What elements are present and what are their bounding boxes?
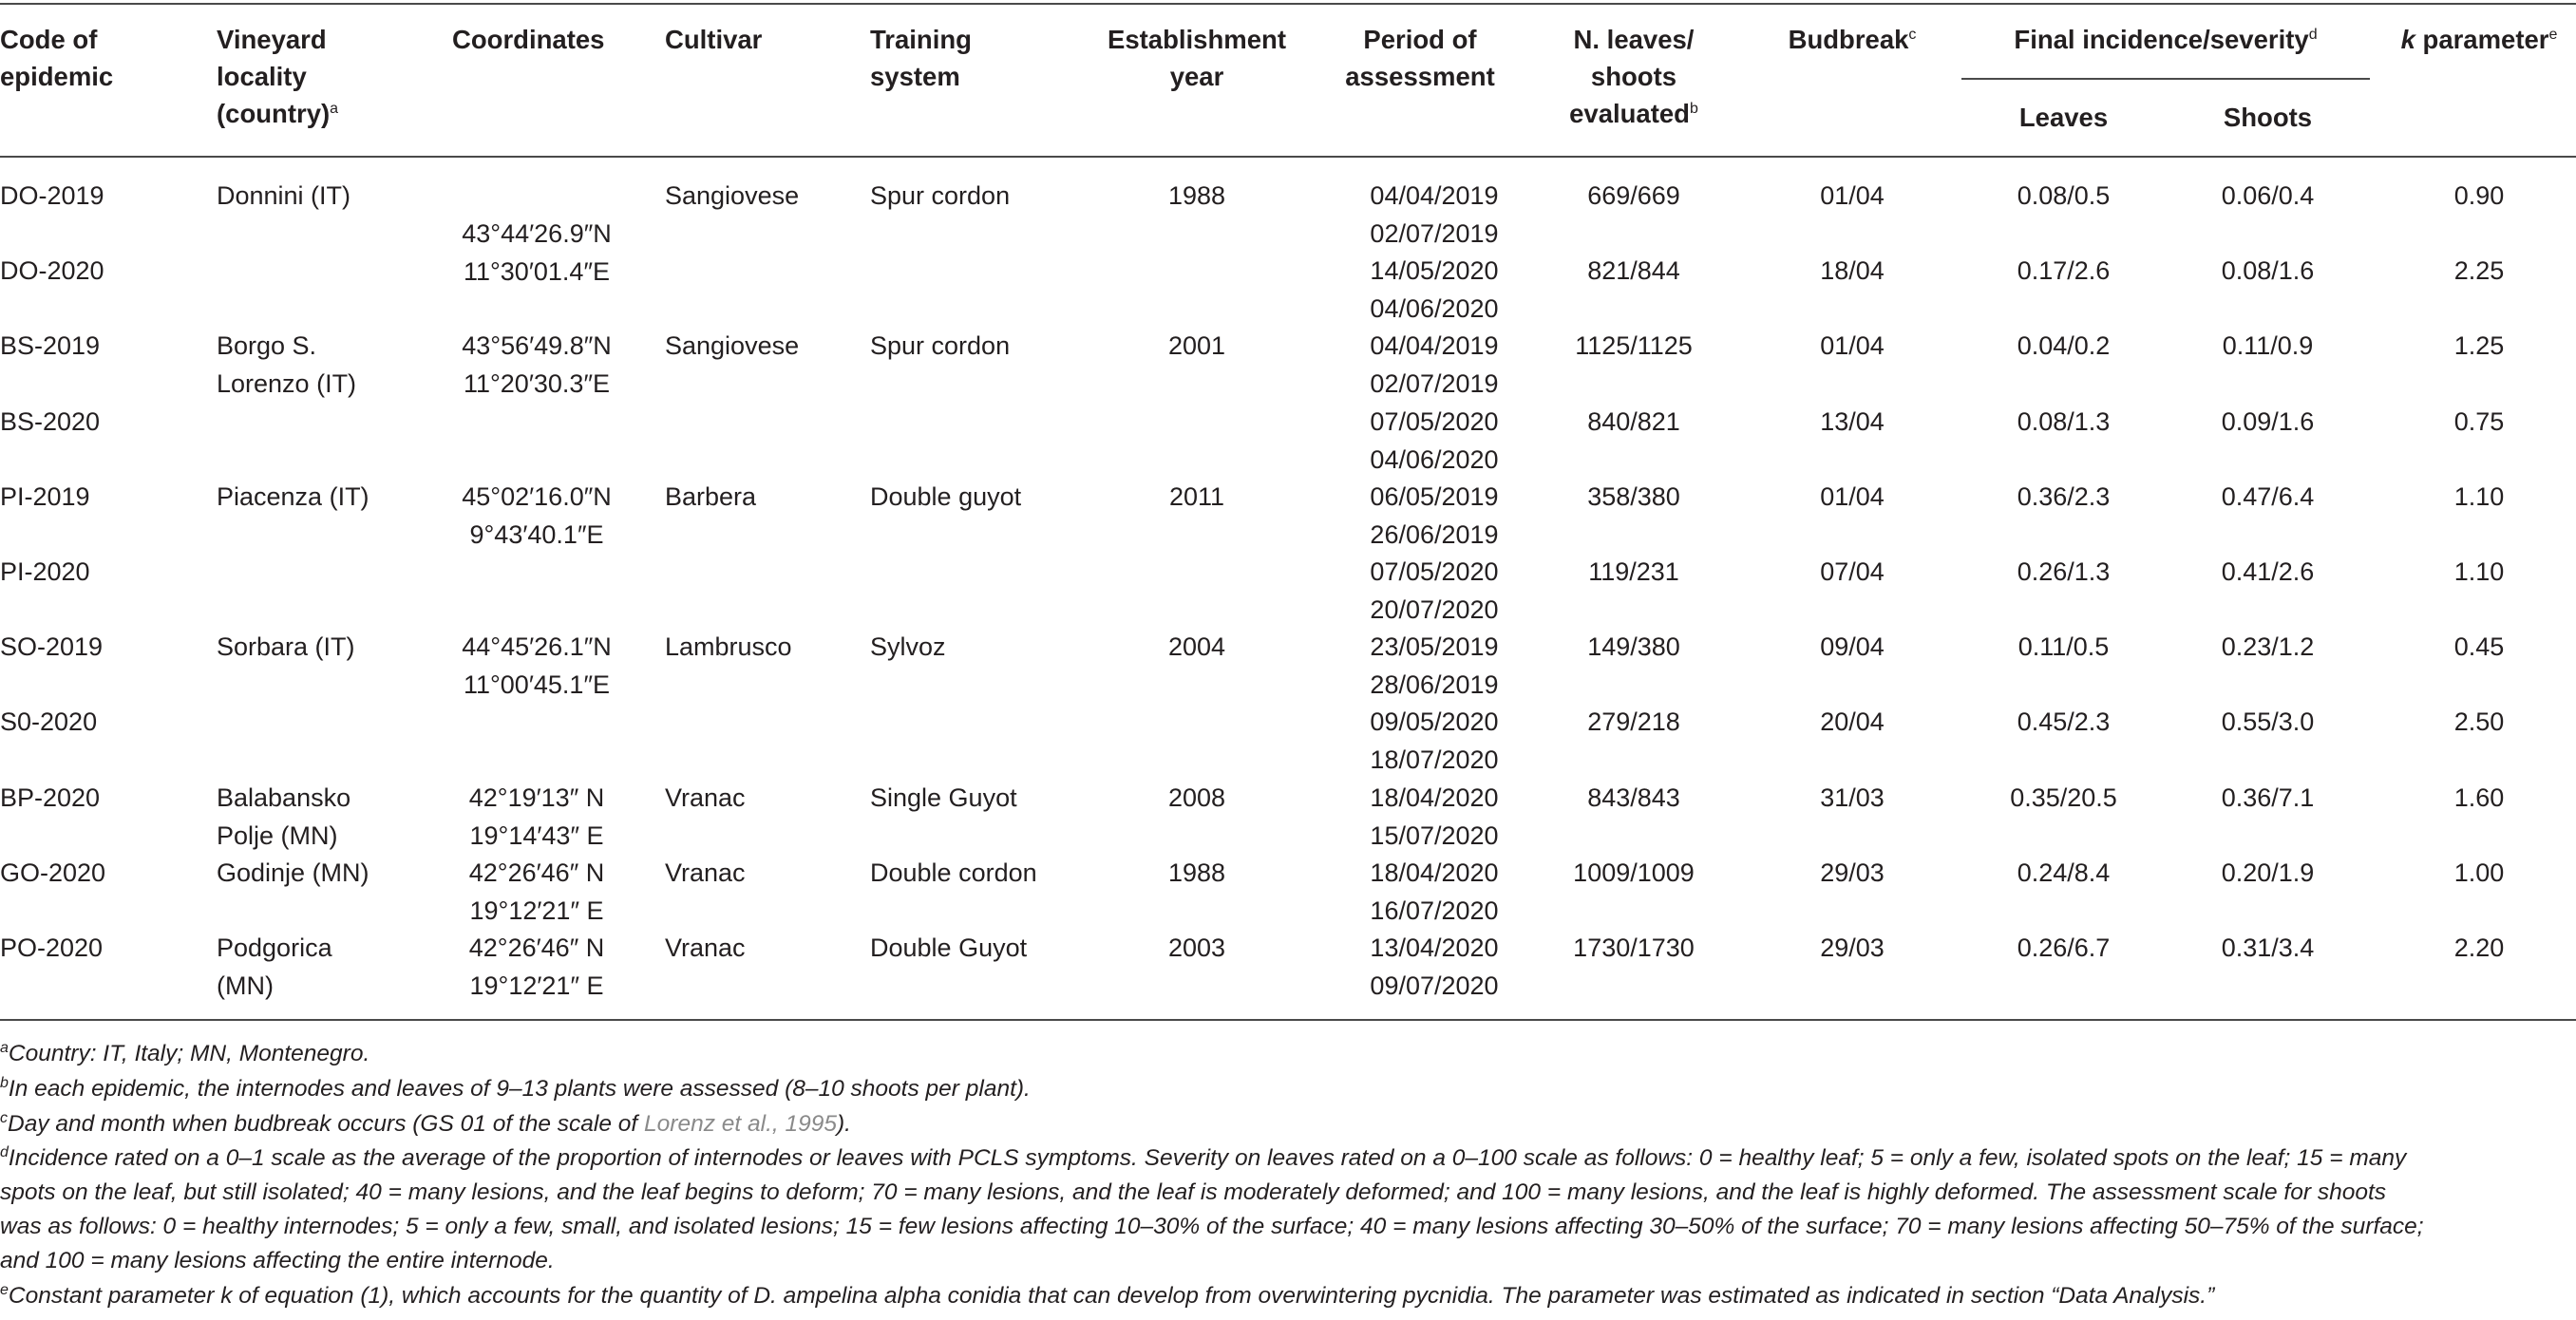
cell-coordinates: 42°26′46″ N bbox=[468, 933, 605, 962]
cell-period-start: 13/04/2020 bbox=[1370, 933, 1499, 962]
cell-coordinates: 45°02′16.0″N bbox=[462, 481, 612, 511]
footnote-e: $^e$Constant parameter k of equation (1), which accounts for the quantity of D. ampelina alpha conidia that can develop from overwintering pycnidia. The parameter was estimated as indicated in section “Data Analysis.” bbox=[0, 1281, 2215, 1309]
cell-cultivar: Vranac bbox=[665, 933, 746, 962]
cell-k: 2.25 bbox=[2453, 256, 2505, 286]
cell-period-end: 16/07/2020 bbox=[1370, 896, 1499, 925]
header-final: Final incidence/severity$^d$ bbox=[2014, 25, 2318, 54]
cell-locality-2: Polje (MN) bbox=[217, 820, 338, 850]
top-rule bbox=[0, 3, 2576, 5]
cell-coordinates: 43°56′49.8″N bbox=[462, 331, 612, 361]
cell-budbreak: 29/03 bbox=[1820, 933, 1885, 962]
cell-locality: Sorbara (IT) bbox=[217, 632, 355, 662]
header-n-leaves: N. leaves/ shoots evaluated$^b$ bbox=[1569, 25, 1698, 128]
header-code: Code of epidemic bbox=[0, 25, 114, 91]
footnote-d-line2: spots on the leaf, but still isolated; 40 = many lesions, and the leaf begins to deform; 70 = many lesions, and the leaf is moderately deformed; and 100 = many lesions, and the leaf is highly deformed. The assessment scale for shoots bbox=[0, 1179, 2387, 1205]
cell-shoots: 0.06/0.4 bbox=[2221, 181, 2315, 210]
cell-k: 0.90 bbox=[2453, 181, 2505, 210]
cell-leaves: 0.35/20.5 bbox=[2010, 783, 2117, 812]
cell-cultivar: Sangiovese bbox=[665, 331, 800, 361]
cell-leaves: 0.04/0.2 bbox=[2017, 331, 2111, 361]
cell-coordinates-2: 19°12′21″ E bbox=[469, 896, 604, 925]
cell-period-end: 02/07/2019 bbox=[1370, 369, 1499, 399]
cell-coordinates: 42°26′46″ N bbox=[468, 858, 605, 887]
cell-locality-2: Lorenzo (IT) bbox=[217, 369, 357, 399]
cell-shoots: 0.08/1.6 bbox=[2221, 256, 2315, 286]
cell-k: 0.45 bbox=[2453, 632, 2505, 662]
cell-year: 1988 bbox=[1167, 858, 1226, 887]
cell-leaves: 0.24/8.4 bbox=[2017, 858, 2111, 887]
cell-code: GO-2020 bbox=[0, 858, 106, 887]
cell-training: Double Guyot bbox=[870, 933, 1028, 962]
cell-budbreak: 20/04 bbox=[1820, 707, 1885, 737]
reference-link[interactable]: Lorenz et al., 1995 bbox=[644, 1111, 837, 1137]
cell-code: PI-2019 bbox=[0, 481, 90, 511]
cell-year: 2001 bbox=[1167, 331, 1226, 361]
cell-year: 2004 bbox=[1167, 632, 1226, 662]
cell-k: 2.20 bbox=[2453, 933, 2505, 962]
cell-k: 1.00 bbox=[2453, 858, 2505, 887]
cell-period-start: 04/04/2019 bbox=[1370, 331, 1499, 361]
cell-training: Spur cordon bbox=[870, 331, 1011, 361]
cell-year: 1988 bbox=[1167, 181, 1226, 210]
cell-shoots: 0.36/7.1 bbox=[2221, 783, 2315, 812]
cell-period-end: 26/06/2019 bbox=[1370, 519, 1499, 549]
cell-training: Sylvoz bbox=[870, 632, 946, 662]
cell-training: Single Guyot bbox=[870, 783, 1017, 812]
cell-budbreak: 01/04 bbox=[1820, 181, 1885, 210]
header-k: k parameter$^e$ bbox=[2400, 25, 2558, 54]
cell-leaves: 0.36/2.3 bbox=[2017, 481, 2111, 511]
cell-budbreak: 01/04 bbox=[1820, 481, 1885, 511]
cell-k: 2.50 bbox=[2453, 707, 2505, 737]
header-budbreak: Budbreak$^c$ bbox=[1788, 25, 1917, 54]
cell-code: S0-2020 bbox=[0, 707, 98, 737]
cell-code: BS-2020 bbox=[0, 406, 101, 436]
cell-leaves: 0.11/0.5 bbox=[2017, 632, 2110, 662]
cell-period-start: 09/05/2020 bbox=[1370, 707, 1499, 737]
cell-n-evaluated: 279/218 bbox=[1587, 707, 1680, 737]
cell-cultivar: Sangiovese bbox=[665, 181, 800, 210]
cell-budbreak: 13/04 bbox=[1820, 406, 1885, 436]
cell-period-start: 06/05/2019 bbox=[1370, 481, 1499, 511]
cell-shoots: 0.09/1.6 bbox=[2221, 406, 2315, 436]
cell-shoots: 0.31/3.4 bbox=[2221, 933, 2315, 962]
cell-n-evaluated: 843/843 bbox=[1587, 783, 1680, 812]
cell-k: 0.75 bbox=[2453, 406, 2505, 436]
cell-code: BP-2020 bbox=[0, 783, 101, 812]
cell-k: 1.25 bbox=[2453, 331, 2505, 361]
cell-period-start: 07/05/2020 bbox=[1370, 406, 1499, 436]
cell-leaves: 0.26/1.3 bbox=[2017, 557, 2111, 586]
header-coordinates: Coordinates bbox=[452, 25, 605, 54]
cell-shoots: 0.20/1.9 bbox=[2221, 858, 2315, 887]
footnote-b: $^b$In each epidemic, the internodes and leaves of 9–13 plants were assessed (8–10 shoots per plant). bbox=[0, 1074, 1031, 1102]
cell-n-evaluated: 669/669 bbox=[1587, 181, 1680, 210]
cell-training: Double cordon bbox=[870, 858, 1037, 887]
header-period: Period of assessment bbox=[1345, 25, 1495, 91]
header-leaves: Leaves bbox=[2018, 103, 2109, 132]
cell-shoots: 0.11/0.9 bbox=[2222, 331, 2314, 361]
cell-coordinates-2: 19°12′21″ E bbox=[469, 971, 604, 1000]
cell-period-end: 04/06/2020 bbox=[1370, 294, 1499, 324]
cell-coordinates-2: 11°20′30.3″E bbox=[463, 369, 611, 399]
cell-shoots: 0.55/3.0 bbox=[2221, 707, 2315, 737]
cell-budbreak: 31/03 bbox=[1820, 783, 1885, 812]
cell-shoots: 0.23/1.2 bbox=[2221, 632, 2315, 662]
header-cultivar: Cultivar bbox=[665, 25, 763, 54]
cell-shoots: 0.47/6.4 bbox=[2221, 481, 2315, 511]
cell-n-evaluated: 1125/1125 bbox=[1575, 331, 1693, 361]
footnote-d-line3: was as follows: 0 = healthy internodes; 5 = only a few, small, and isolated lesions; 15 = few lesions affecting 10–30% of the surface; 40 = many lesions affecting 30–50% of the surface; 70 = many lesions affecting 50–75% of the surface; bbox=[0, 1214, 2424, 1239]
cell-coordinates: 42°19′13″ N bbox=[468, 783, 605, 812]
cell-k: 1.10 bbox=[2453, 481, 2505, 511]
header-rule bbox=[0, 156, 2576, 158]
cell-locality-2: (MN) bbox=[217, 971, 274, 1000]
cell-locality: Godinje (MN) bbox=[217, 858, 369, 887]
header-year: Establishment year bbox=[1108, 25, 1286, 91]
cell-coordinates-2: 43°44′26.9″N bbox=[462, 219, 612, 248]
cell-budbreak: 18/04 bbox=[1820, 256, 1885, 286]
cell-k: 1.10 bbox=[2453, 557, 2505, 586]
cell-period-end: 15/07/2020 bbox=[1370, 820, 1499, 850]
cell-n-evaluated: 149/380 bbox=[1587, 632, 1680, 662]
cell-budbreak: 09/04 bbox=[1820, 632, 1885, 662]
cell-code: BS-2019 bbox=[0, 331, 101, 361]
cell-period-end: 04/06/2020 bbox=[1370, 444, 1499, 474]
cell-period-start: 14/05/2020 bbox=[1370, 256, 1499, 286]
cell-locality: Donnini (IT) bbox=[217, 181, 351, 210]
cell-n-evaluated: 821/844 bbox=[1587, 256, 1680, 286]
cell-leaves: 0.17/2.6 bbox=[2017, 256, 2111, 286]
cell-period-start: 18/04/2020 bbox=[1370, 783, 1499, 812]
cell-training: Double guyot bbox=[870, 481, 1022, 511]
cell-n-evaluated: 840/821 bbox=[1587, 406, 1680, 436]
footnote-c: $^c$Day and month when budbreak occurs (GS 01 of the scale of Lorenz et al., 1995). bbox=[0, 1109, 851, 1137]
cell-period-end: 20/07/2020 bbox=[1370, 595, 1499, 624]
cell-coordinates-2: 11°00′45.1″E bbox=[463, 670, 611, 700]
cell-training: Spur cordon bbox=[870, 181, 1011, 210]
cell-n-evaluated: 1009/1009 bbox=[1573, 858, 1695, 887]
cell-n-evaluated: 119/231 bbox=[1588, 557, 1679, 586]
cell-leaves: 0.26/6.7 bbox=[2017, 933, 2111, 962]
cell-locality: Borgo S. bbox=[217, 331, 317, 361]
footnote-d-line4: and 100 = many lesions affecting the entire internode. bbox=[0, 1248, 555, 1273]
cell-period-start: 04/04/2019 bbox=[1370, 181, 1499, 210]
footnote-d: $^d$Incidence rated on a 0–1 scale as the average of the proportion of internodes or leaves with PCLS symptoms. Severity on leaves rated on a 0–100 scale as follows: 0 = healthy leaf; 5 = only a few, isolated spots on the leaf; 15 = many bbox=[0, 1143, 2407, 1171]
header-locality: Vineyard locality (country)$^a$ bbox=[217, 25, 339, 128]
cell-shoots: 0.41/2.6 bbox=[2221, 557, 2315, 586]
cell-period-start: 18/04/2020 bbox=[1370, 858, 1499, 887]
cell-locality: Balabansko bbox=[217, 783, 351, 812]
cell-coordinates-2: 9°43′40.1″E bbox=[469, 519, 604, 549]
cell-year: 2008 bbox=[1167, 783, 1226, 812]
cell-period-end: 09/07/2020 bbox=[1370, 971, 1499, 1000]
cell-period-end: 02/07/2019 bbox=[1370, 219, 1499, 248]
cell-cultivar: Vranac bbox=[665, 783, 746, 812]
cell-period-end: 28/06/2019 bbox=[1370, 670, 1499, 700]
cell-code: SO-2019 bbox=[0, 632, 104, 662]
cell-cultivar: Barbera bbox=[665, 481, 757, 511]
cell-period-start: 23/05/2019 bbox=[1370, 632, 1499, 662]
cell-period-end: 18/07/2020 bbox=[1370, 745, 1499, 775]
cell-period-start: 07/05/2020 bbox=[1370, 557, 1499, 586]
cell-k: 1.60 bbox=[2453, 783, 2505, 812]
cell-leaves: 0.08/0.5 bbox=[2017, 181, 2111, 210]
cell-year: 2011 bbox=[1168, 481, 1225, 511]
cell-year: 2003 bbox=[1167, 933, 1226, 962]
header-final-rule bbox=[1961, 78, 2370, 80]
bottom-rule bbox=[0, 1019, 2576, 1021]
cell-budbreak: 07/04 bbox=[1820, 557, 1885, 586]
cell-cultivar: Vranac bbox=[665, 858, 746, 887]
cell-code: DO-2019 bbox=[0, 181, 104, 210]
cell-budbreak: 01/04 bbox=[1820, 331, 1885, 361]
header-shoots: Shoots bbox=[2223, 103, 2313, 132]
cell-coordinates-2: 19°14′43″ E bbox=[469, 820, 604, 850]
cell-code: PI-2020 bbox=[0, 557, 90, 586]
cell-locality: Piacenza (IT) bbox=[217, 481, 369, 511]
cell-coordinates-3: 11°30′01.4″E bbox=[463, 257, 611, 286]
cell-budbreak: 29/03 bbox=[1820, 858, 1885, 887]
header-training: Training system bbox=[870, 25, 972, 91]
footnote-a: $^a$Country: IT, Italy; MN, Montenegro. bbox=[0, 1039, 370, 1066]
cell-leaves: 0.08/1.3 bbox=[2017, 406, 2111, 436]
cell-n-evaluated: 358/380 bbox=[1587, 481, 1680, 511]
cell-locality: Podgorica bbox=[217, 933, 332, 962]
cell-coordinates: 44°45′26.1″N bbox=[462, 632, 612, 662]
cell-code: DO-2020 bbox=[0, 256, 104, 286]
cell-leaves: 0.45/2.3 bbox=[2017, 707, 2111, 737]
cell-code: PO-2020 bbox=[0, 933, 104, 962]
cell-n-evaluated: 1730/1730 bbox=[1573, 933, 1695, 962]
cell-cultivar: Lambrusco bbox=[665, 632, 792, 662]
